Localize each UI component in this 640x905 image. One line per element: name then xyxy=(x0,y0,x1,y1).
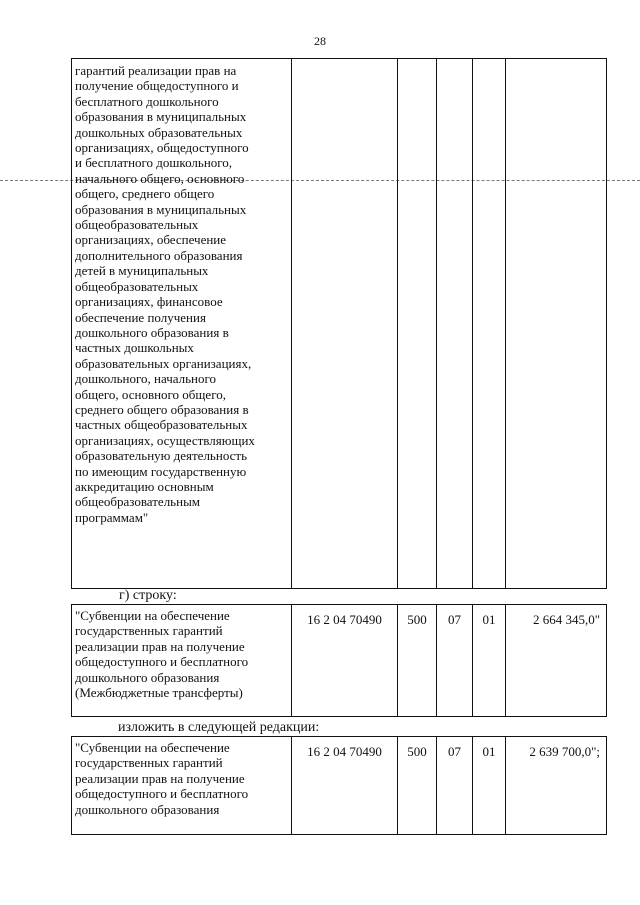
section-cell: 07 xyxy=(437,605,473,717)
text-line: дополнительного образования xyxy=(75,247,243,263)
empty-cell xyxy=(292,59,398,589)
section-cell: 07 xyxy=(437,737,473,835)
text-line: обеспечение получения xyxy=(75,309,206,325)
text-line: бесплатного дошкольного xyxy=(75,93,219,109)
old-row-table xyxy=(71,604,607,717)
text-line: общедоступного и бесплатного xyxy=(75,786,249,802)
expense-type-cell: 500 xyxy=(398,737,437,835)
expense-type-cell: 500 xyxy=(398,605,437,717)
text-line: дошкольных образовательных xyxy=(75,124,243,140)
text-line: частных общеобразовательных xyxy=(75,417,248,433)
text-line: общедоступного и бесплатного xyxy=(75,654,249,670)
table-row xyxy=(72,737,607,835)
text-line: организациях, обеспечение xyxy=(75,232,227,248)
text-line: начального общего, основного xyxy=(75,170,245,186)
instruction-edit: изложить в следующей редакции: xyxy=(118,720,320,735)
text-line: дошкольного образования xyxy=(75,801,220,817)
text-line: "Субвенции на обеспечение xyxy=(75,740,230,755)
subsection-cell: 01 xyxy=(473,737,506,835)
text-line: общего, среднего общего xyxy=(75,186,215,202)
text-line: государственных гарантий xyxy=(75,623,223,639)
text-line: дошкольного образования xyxy=(75,669,220,685)
amount-cell: 2 639 700,0"; xyxy=(506,737,607,835)
text-line: среднего общего образования в xyxy=(75,401,249,417)
text-line: дошкольного, начального xyxy=(75,371,217,387)
text-line: образовательных организациях, xyxy=(75,355,252,371)
empty-cell xyxy=(473,59,506,589)
empty-cell xyxy=(437,59,473,589)
text-line: реализации прав на получение xyxy=(75,638,245,654)
text-line: организациях, осуществляющих xyxy=(75,432,255,448)
instruction-g: г) строку: xyxy=(119,588,177,603)
text-line: детей в муниципальных xyxy=(75,263,209,279)
continuation-name-cell xyxy=(72,59,292,589)
text-line: организациях, финансовое xyxy=(75,294,223,310)
text-line: и бесплатного дошкольного, xyxy=(75,155,233,171)
target-code-cell: 16 2 04 70490 xyxy=(292,605,398,717)
text-line: государственных гарантий xyxy=(75,755,223,771)
text-line: получение общедоступного и xyxy=(75,78,239,94)
table-row xyxy=(72,605,607,717)
subsection-cell: 01 xyxy=(473,605,506,717)
text-line: реализации прав на получение xyxy=(75,770,245,786)
text-line: организациях, общедоступного xyxy=(75,140,249,156)
text-line: "Субвенции на обеспечение xyxy=(75,608,230,623)
text-line: по имеющим государственную xyxy=(75,463,247,479)
text-line: общеобразовательных xyxy=(75,278,199,294)
empty-cell xyxy=(506,59,607,589)
new-row-name-cell xyxy=(72,737,292,835)
page-number: 28 xyxy=(314,34,326,48)
text-line: частных дошкольных xyxy=(75,340,194,356)
text-line: общеобразовательным xyxy=(75,494,201,510)
text-line: общеобразовательных xyxy=(75,217,199,233)
empty-cell xyxy=(398,59,437,589)
text-line: образования в муниципальных xyxy=(75,201,247,217)
text-line: аккредитацию основным xyxy=(75,478,214,494)
text-line: гарантий реализации прав на xyxy=(75,63,237,78)
continuation-table xyxy=(71,58,607,589)
old-row-name-cell xyxy=(72,605,292,717)
new-row-table xyxy=(71,736,607,835)
text-line: образовательную деятельность xyxy=(75,448,248,464)
text-line: общего, основного общего, xyxy=(75,386,226,402)
text-line: (Межбюджетные трансферты) xyxy=(75,685,243,701)
text-line: дошкольного образования в xyxy=(75,324,229,340)
text-line: образования в муниципальных xyxy=(75,109,247,125)
target-code-cell: 16 2 04 70490 xyxy=(292,737,398,835)
table-row xyxy=(72,59,607,589)
text-line: программам" xyxy=(75,509,149,525)
amount-cell: 2 664 345,0" xyxy=(506,605,607,717)
